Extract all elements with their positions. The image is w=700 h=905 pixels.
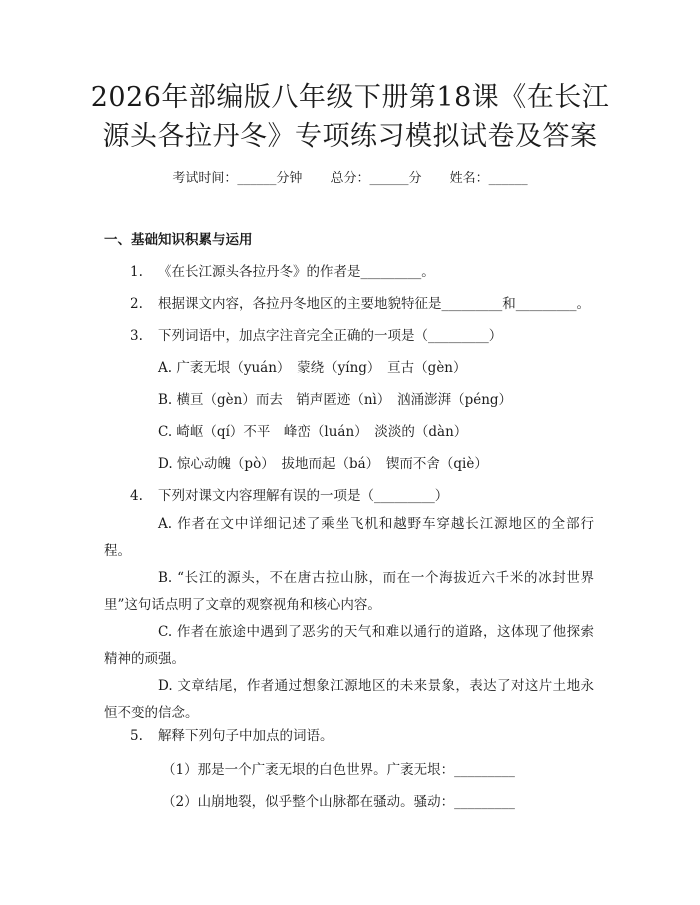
q5-item-2: （2）山崩地裂，似乎整个山脉都在骚动。骚动：_________ — [162, 794, 515, 810]
question-1 — [130, 263, 435, 281]
question-number: 4. — [130, 488, 143, 504]
question-text: 下列词语中，加点字注音完全正确的一项是（_________） — [158, 328, 503, 344]
title-line-2: 源头各拉丹冬》专项练习模拟试卷及答案 — [102, 121, 598, 152]
q3-option-d: D. 惊心动魄（pò） 拔地而起（bá） 锲而不舍（qiè） — [158, 456, 488, 472]
question-text: 下列对课文内容理解有误的一项是（_________） — [158, 488, 449, 504]
question-4 — [130, 487, 448, 505]
q4-option-a: A. 作者在文中详细记述了乘坐飞机和越野车穿越长江源地区的全部行程。 — [104, 516, 594, 559]
question-3 — [130, 327, 502, 345]
exam-score: 总分：______分 — [330, 171, 422, 186]
q4-option-b: B. “长江的源头，不在唐古拉山脉，而在一个海拔近六千米的冰封世界里”这句话点明了文章的观察视角和核心内容。 — [104, 570, 594, 613]
question-5 — [130, 727, 334, 745]
exam-meta — [0, 170, 700, 188]
q4-option-c: C. 作者在旅途中遇到了恶劣的天气和难以通行的道路，这体现了他探索精神的顽强。 — [104, 624, 594, 667]
question-number: 3. — [130, 328, 143, 344]
title-line-1: 2026年部编版八年级下册第18课《在长江 — [90, 82, 610, 113]
q3-option-a: A. 广袤无垠（yuán） 蒙绕（yíng） 亘古（gèn） — [158, 360, 467, 376]
q5-item-1: （1）那是一个广袤无垠的白色世界。广袤无垠：_________ — [162, 762, 515, 778]
question-2 — [130, 295, 590, 313]
q3-option-b: B. 横亘（gèn）而去 销声匿迹（nì） 汹涌澎湃（péng） — [158, 392, 513, 408]
question-number: 2. — [130, 296, 143, 312]
page-title — [60, 78, 640, 156]
section-heading: 一、基础知识积累与运用 — [104, 232, 253, 248]
question-text: 《在长江源头各拉丹冬》的作者是_________。 — [158, 264, 435, 280]
question-text: 根据课文内容，各拉丹冬地区的主要地貌特征是_________和_________。 — [158, 296, 590, 312]
question-number: 1. — [130, 264, 143, 280]
question-number: 5. — [130, 728, 143, 744]
exam-name: 姓名：______ — [449, 171, 528, 186]
question-text: 解释下列句子中加点的词语。 — [158, 728, 334, 744]
exam-time: 考试时间：______分钟 — [172, 171, 303, 186]
q4-option-d: D. 文章结尾，作者通过想象江源地区的未来景象，表达了对这片土地永恒不变的信念。 — [104, 678, 594, 721]
q3-option-c: C. 崎岖（qí）不平 峰峦（luán） 淡淡的（dàn） — [158, 424, 468, 440]
